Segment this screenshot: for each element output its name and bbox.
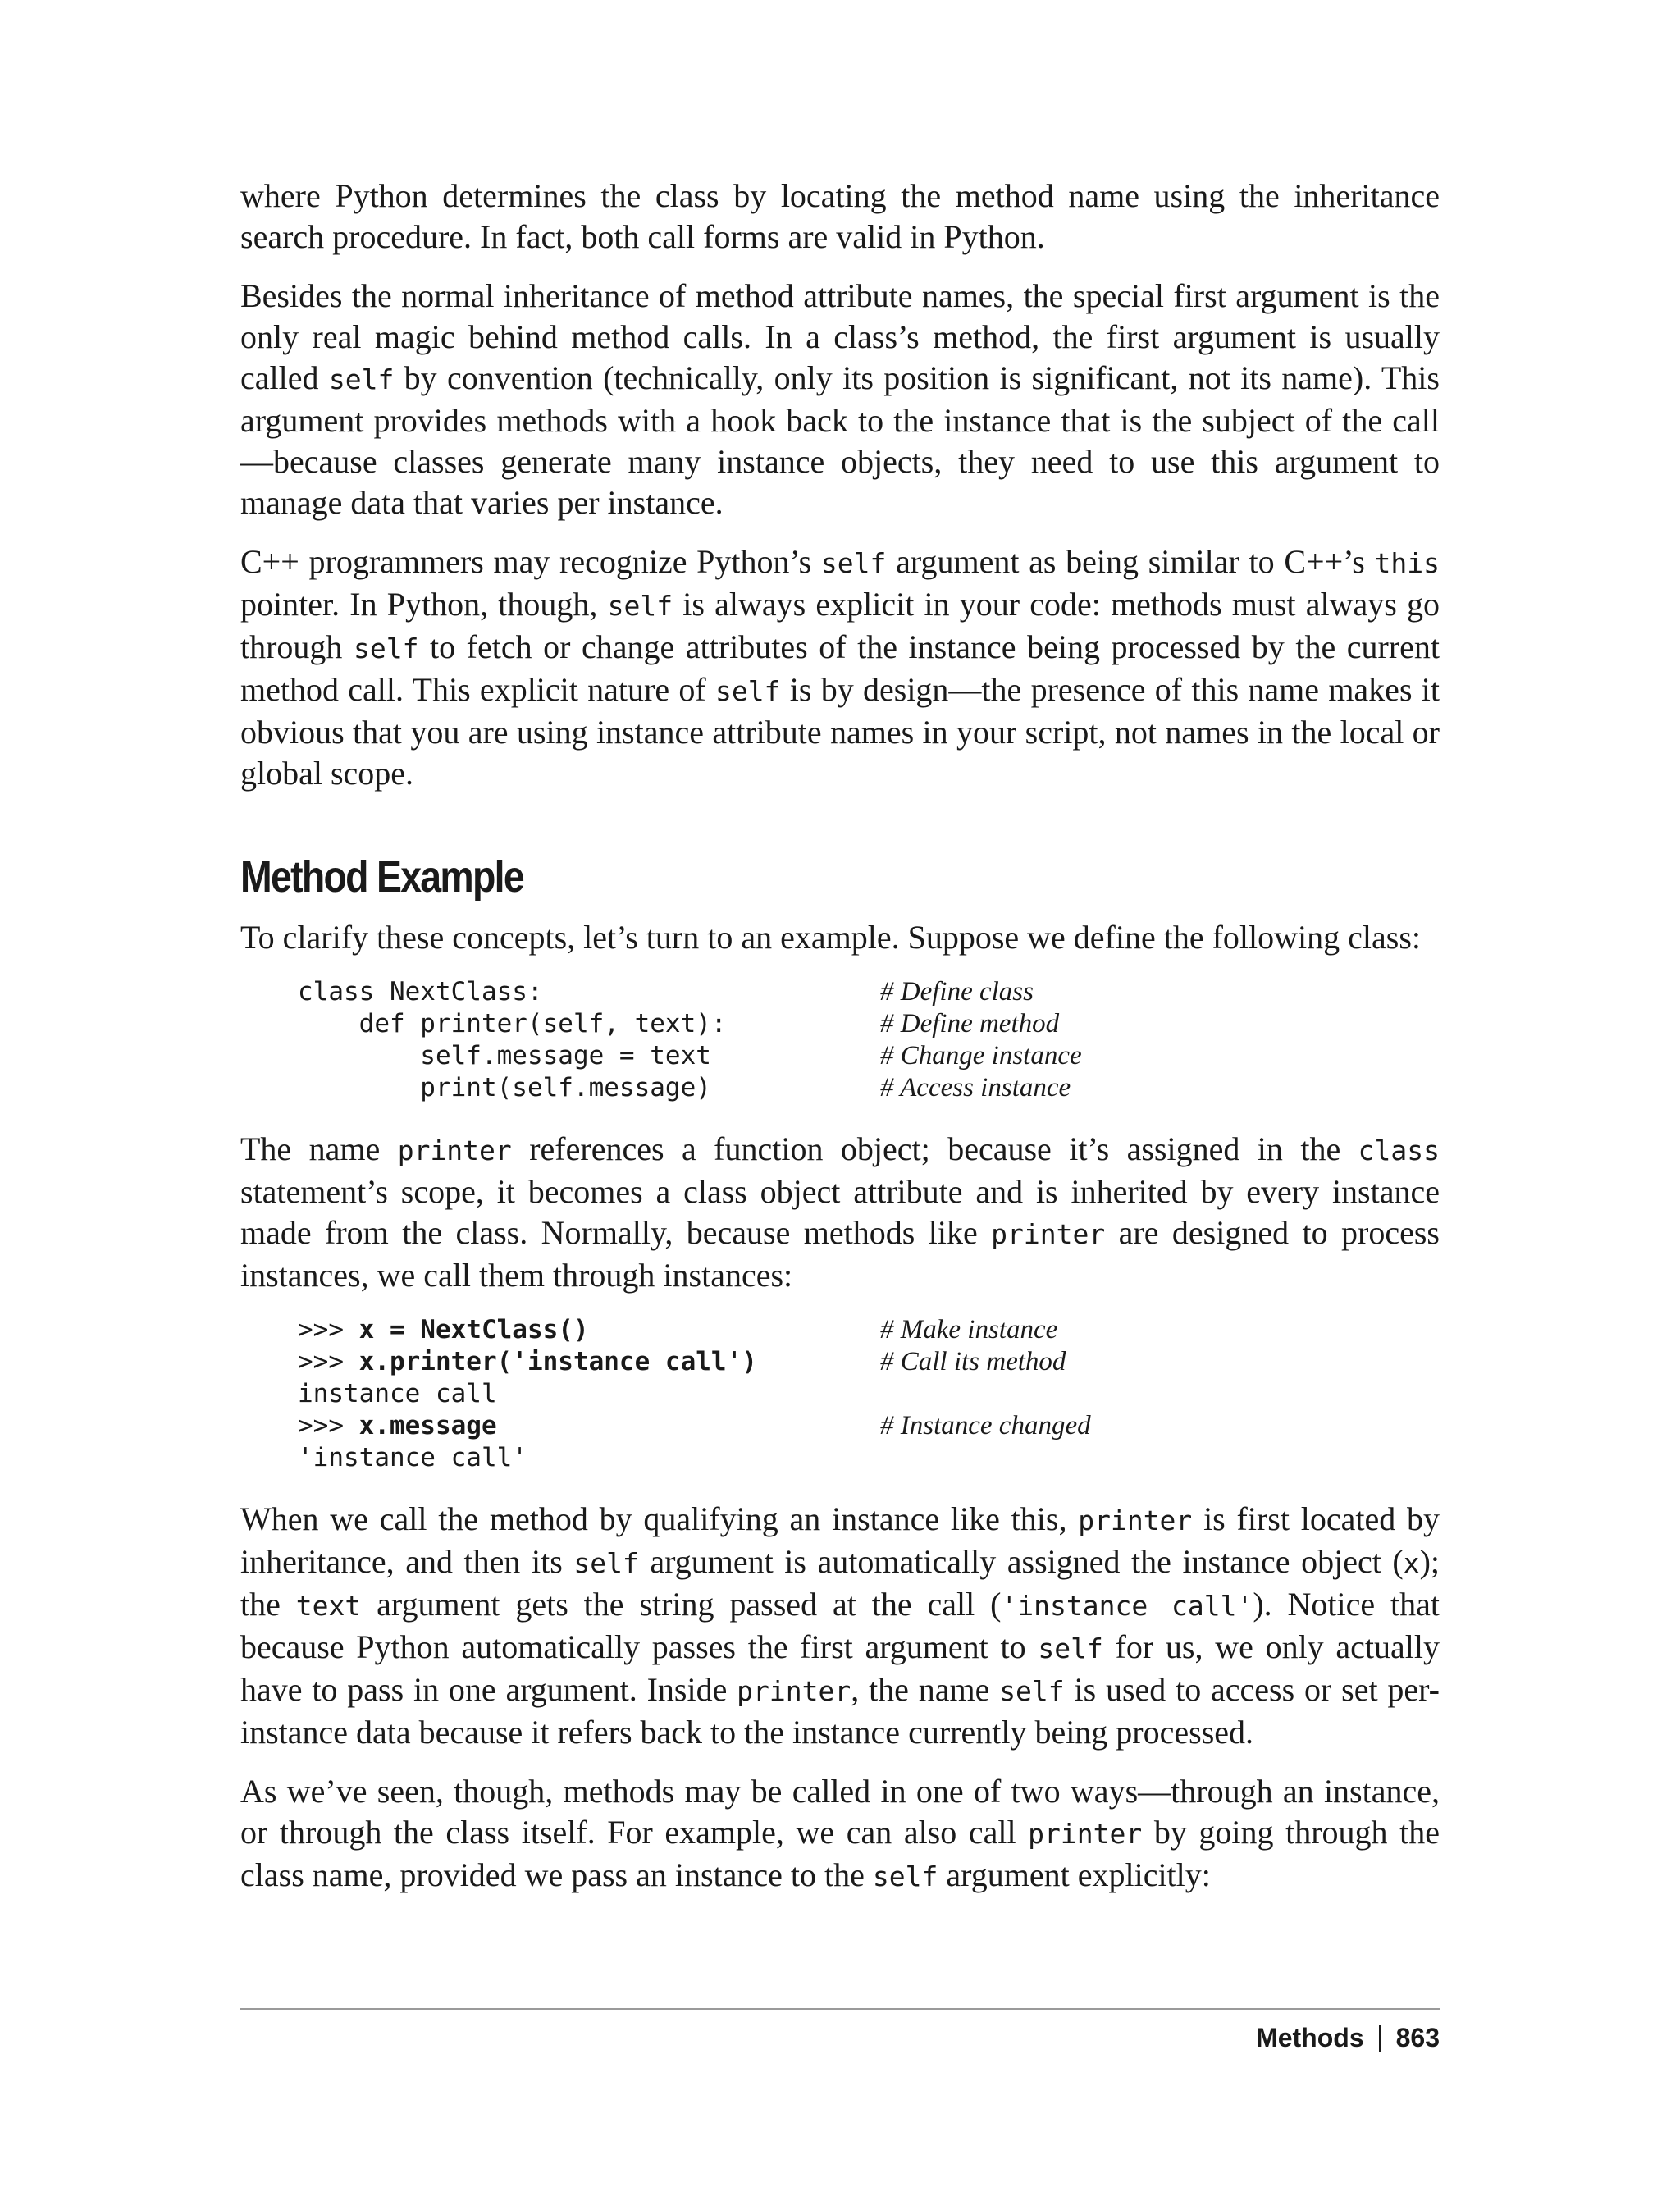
footer-rule bbox=[240, 2008, 1440, 2010]
code-text: x.printer('instance call') bbox=[358, 1347, 757, 1376]
paragraph-text: ); the bbox=[240, 1543, 1440, 1623]
code-line bbox=[298, 1378, 1440, 1410]
code-comment: # Call its method bbox=[880, 1347, 1066, 1376]
paragraph-text: Besides the normal inheritance of method attribute names, the special first argument is the only real magic behind method calls. In a class’s method, the first argument is usually called bbox=[240, 277, 1440, 396]
code-block-class-definition bbox=[298, 976, 1440, 1104]
code-line bbox=[298, 1314, 1440, 1346]
paragraph-text: When we call the method by qualifying an instance like this, bbox=[240, 1500, 1079, 1537]
code-comment: # Access instance bbox=[880, 1073, 1071, 1102]
inline-code: self bbox=[820, 547, 887, 579]
inline-code: self bbox=[1038, 1632, 1103, 1664]
paragraph-text: to fetch or change attributes of the instance being processed by the current method call. This explicit nature of bbox=[240, 628, 1440, 708]
paragraph-text: by going through the class name, provided we pass an instance to the bbox=[240, 1814, 1440, 1893]
paragraph-4 bbox=[240, 917, 1440, 958]
code-line bbox=[298, 976, 1440, 1008]
paragraph-text: is by design—the presence of this name makes it obvious that you are using instance attribute names in your script, not names in the local or global scope. bbox=[240, 671, 1440, 792]
footer-page-number: 863 bbox=[1395, 2023, 1440, 2052]
code-line bbox=[298, 1346, 1440, 1378]
inline-code: printer bbox=[737, 1675, 851, 1707]
inline-code: self bbox=[328, 363, 395, 395]
paragraph-text: for us, we only actually have to pass in one argument. Inside bbox=[240, 1628, 1440, 1708]
code-comment: # Change instance bbox=[880, 1041, 1082, 1071]
paragraph-text: are designed to process instances, we call them through instances: bbox=[240, 1214, 1440, 1294]
inline-code: self bbox=[607, 590, 673, 622]
paragraph-text: by convention (technically, only its position is significant, not its name). This argument provides methods with a hook back to the instance that is the subject of the call—because classes generate many instance objects, they need to use this argument to manage data that varies per instance. bbox=[240, 359, 1440, 521]
inline-code: this bbox=[1374, 547, 1440, 579]
paragraph-text: argument is automatically assigned the instance object ( bbox=[638, 1543, 1404, 1580]
footer-chapter-title: Methods bbox=[1256, 2023, 1364, 2052]
code-text: x = NextClass() bbox=[358, 1315, 589, 1344]
inline-code: printer bbox=[1078, 1504, 1193, 1536]
paragraph-1 bbox=[240, 176, 1440, 258]
paragraph-text: references a function object; because it’s assigned in the bbox=[511, 1130, 1358, 1167]
code-text: self.message = text bbox=[298, 1041, 711, 1071]
paragraph-text: argument gets the string passed at the call ( bbox=[361, 1586, 1002, 1623]
code-text: x.message bbox=[358, 1411, 497, 1440]
code-block-interactive-session bbox=[298, 1314, 1440, 1474]
code-prompt: >>> bbox=[298, 1411, 359, 1440]
section-heading: Method Example bbox=[240, 852, 523, 902]
paragraph-text: As we’ve seen, though, methods may be called in one of two ways—through an instance, or through the class itself. For example, we can also call bbox=[240, 1773, 1440, 1851]
code-text: def printer(self, text): bbox=[298, 1009, 727, 1039]
paragraph-text: is used to access or set per-instance data because it refers back to the instance currently being processed. bbox=[240, 1671, 1440, 1751]
code-line bbox=[298, 1072, 1440, 1104]
paragraph-text: To clarify these concepts, let’s turn to an example. Suppose we define the following class: bbox=[240, 919, 1422, 956]
inline-code: self bbox=[715, 675, 781, 707]
code-comment: # Define method bbox=[880, 1009, 1060, 1039]
footer-separator bbox=[1379, 2025, 1381, 2052]
paragraph-text: pointer. In Python, though, bbox=[240, 586, 608, 623]
inline-code: class bbox=[1358, 1134, 1440, 1166]
page-footer bbox=[1256, 2023, 1440, 2053]
paragraph-2 bbox=[240, 276, 1440, 523]
paragraph-text: argument as being similar to C++’s bbox=[886, 543, 1375, 580]
paragraph-text: , the name bbox=[851, 1671, 1000, 1708]
code-text: print(self.message) bbox=[298, 1073, 711, 1102]
inline-code: printer bbox=[1028, 1818, 1143, 1850]
paragraph-text: The name bbox=[240, 1130, 398, 1167]
code-line bbox=[298, 1410, 1440, 1442]
paragraph-7 bbox=[240, 1771, 1440, 1897]
page-content bbox=[240, 176, 1440, 1915]
code-line bbox=[298, 1008, 1440, 1040]
code-output: instance call bbox=[298, 1379, 497, 1408]
paragraph-5 bbox=[240, 1129, 1440, 1296]
paragraph-text: where Python determines the class by locating the method name using the inheritance search procedure. In fact, both call forms are valid in Python. bbox=[240, 177, 1440, 255]
inline-code: text bbox=[295, 1590, 362, 1622]
paragraph-text: statement’s scope, it becomes a class object attribute and is inherited by every instance made from the class. Normally, because methods like bbox=[240, 1173, 1440, 1251]
inline-code: self bbox=[573, 1547, 639, 1579]
code-output: 'instance call' bbox=[298, 1443, 527, 1472]
paragraph-text: C++ programmers may recognize Python’s bbox=[240, 543, 821, 580]
paragraph-text: argument explicitly: bbox=[938, 1856, 1211, 1893]
code-comment: # Define class bbox=[880, 977, 1034, 1007]
inline-code: self bbox=[872, 1860, 938, 1892]
paragraph-3 bbox=[240, 541, 1440, 794]
inline-code: 'instance call' bbox=[1001, 1590, 1253, 1622]
paragraph-text: is first located by inheritance, and then its bbox=[240, 1500, 1440, 1580]
code-prompt: >>> bbox=[298, 1347, 359, 1376]
paragraph-6 bbox=[240, 1499, 1440, 1753]
code-comment: # Make instance bbox=[880, 1315, 1058, 1344]
code-line bbox=[298, 1040, 1440, 1072]
inline-code: x bbox=[1403, 1547, 1420, 1579]
code-text: class NextClass: bbox=[298, 977, 543, 1007]
inline-code: printer bbox=[397, 1134, 512, 1166]
paragraph-text: is always explicit in your code: methods must always go through bbox=[240, 586, 1440, 665]
code-comment: # Instance changed bbox=[880, 1411, 1091, 1440]
inline-code: self bbox=[999, 1675, 1065, 1707]
inline-code: printer bbox=[991, 1218, 1106, 1250]
code-line bbox=[298, 1442, 1440, 1474]
inline-code: self bbox=[353, 632, 419, 664]
code-prompt: >>> bbox=[298, 1315, 359, 1344]
paragraph-text: ). Notice that because Python automatically passes the first argument to bbox=[240, 1586, 1440, 1665]
